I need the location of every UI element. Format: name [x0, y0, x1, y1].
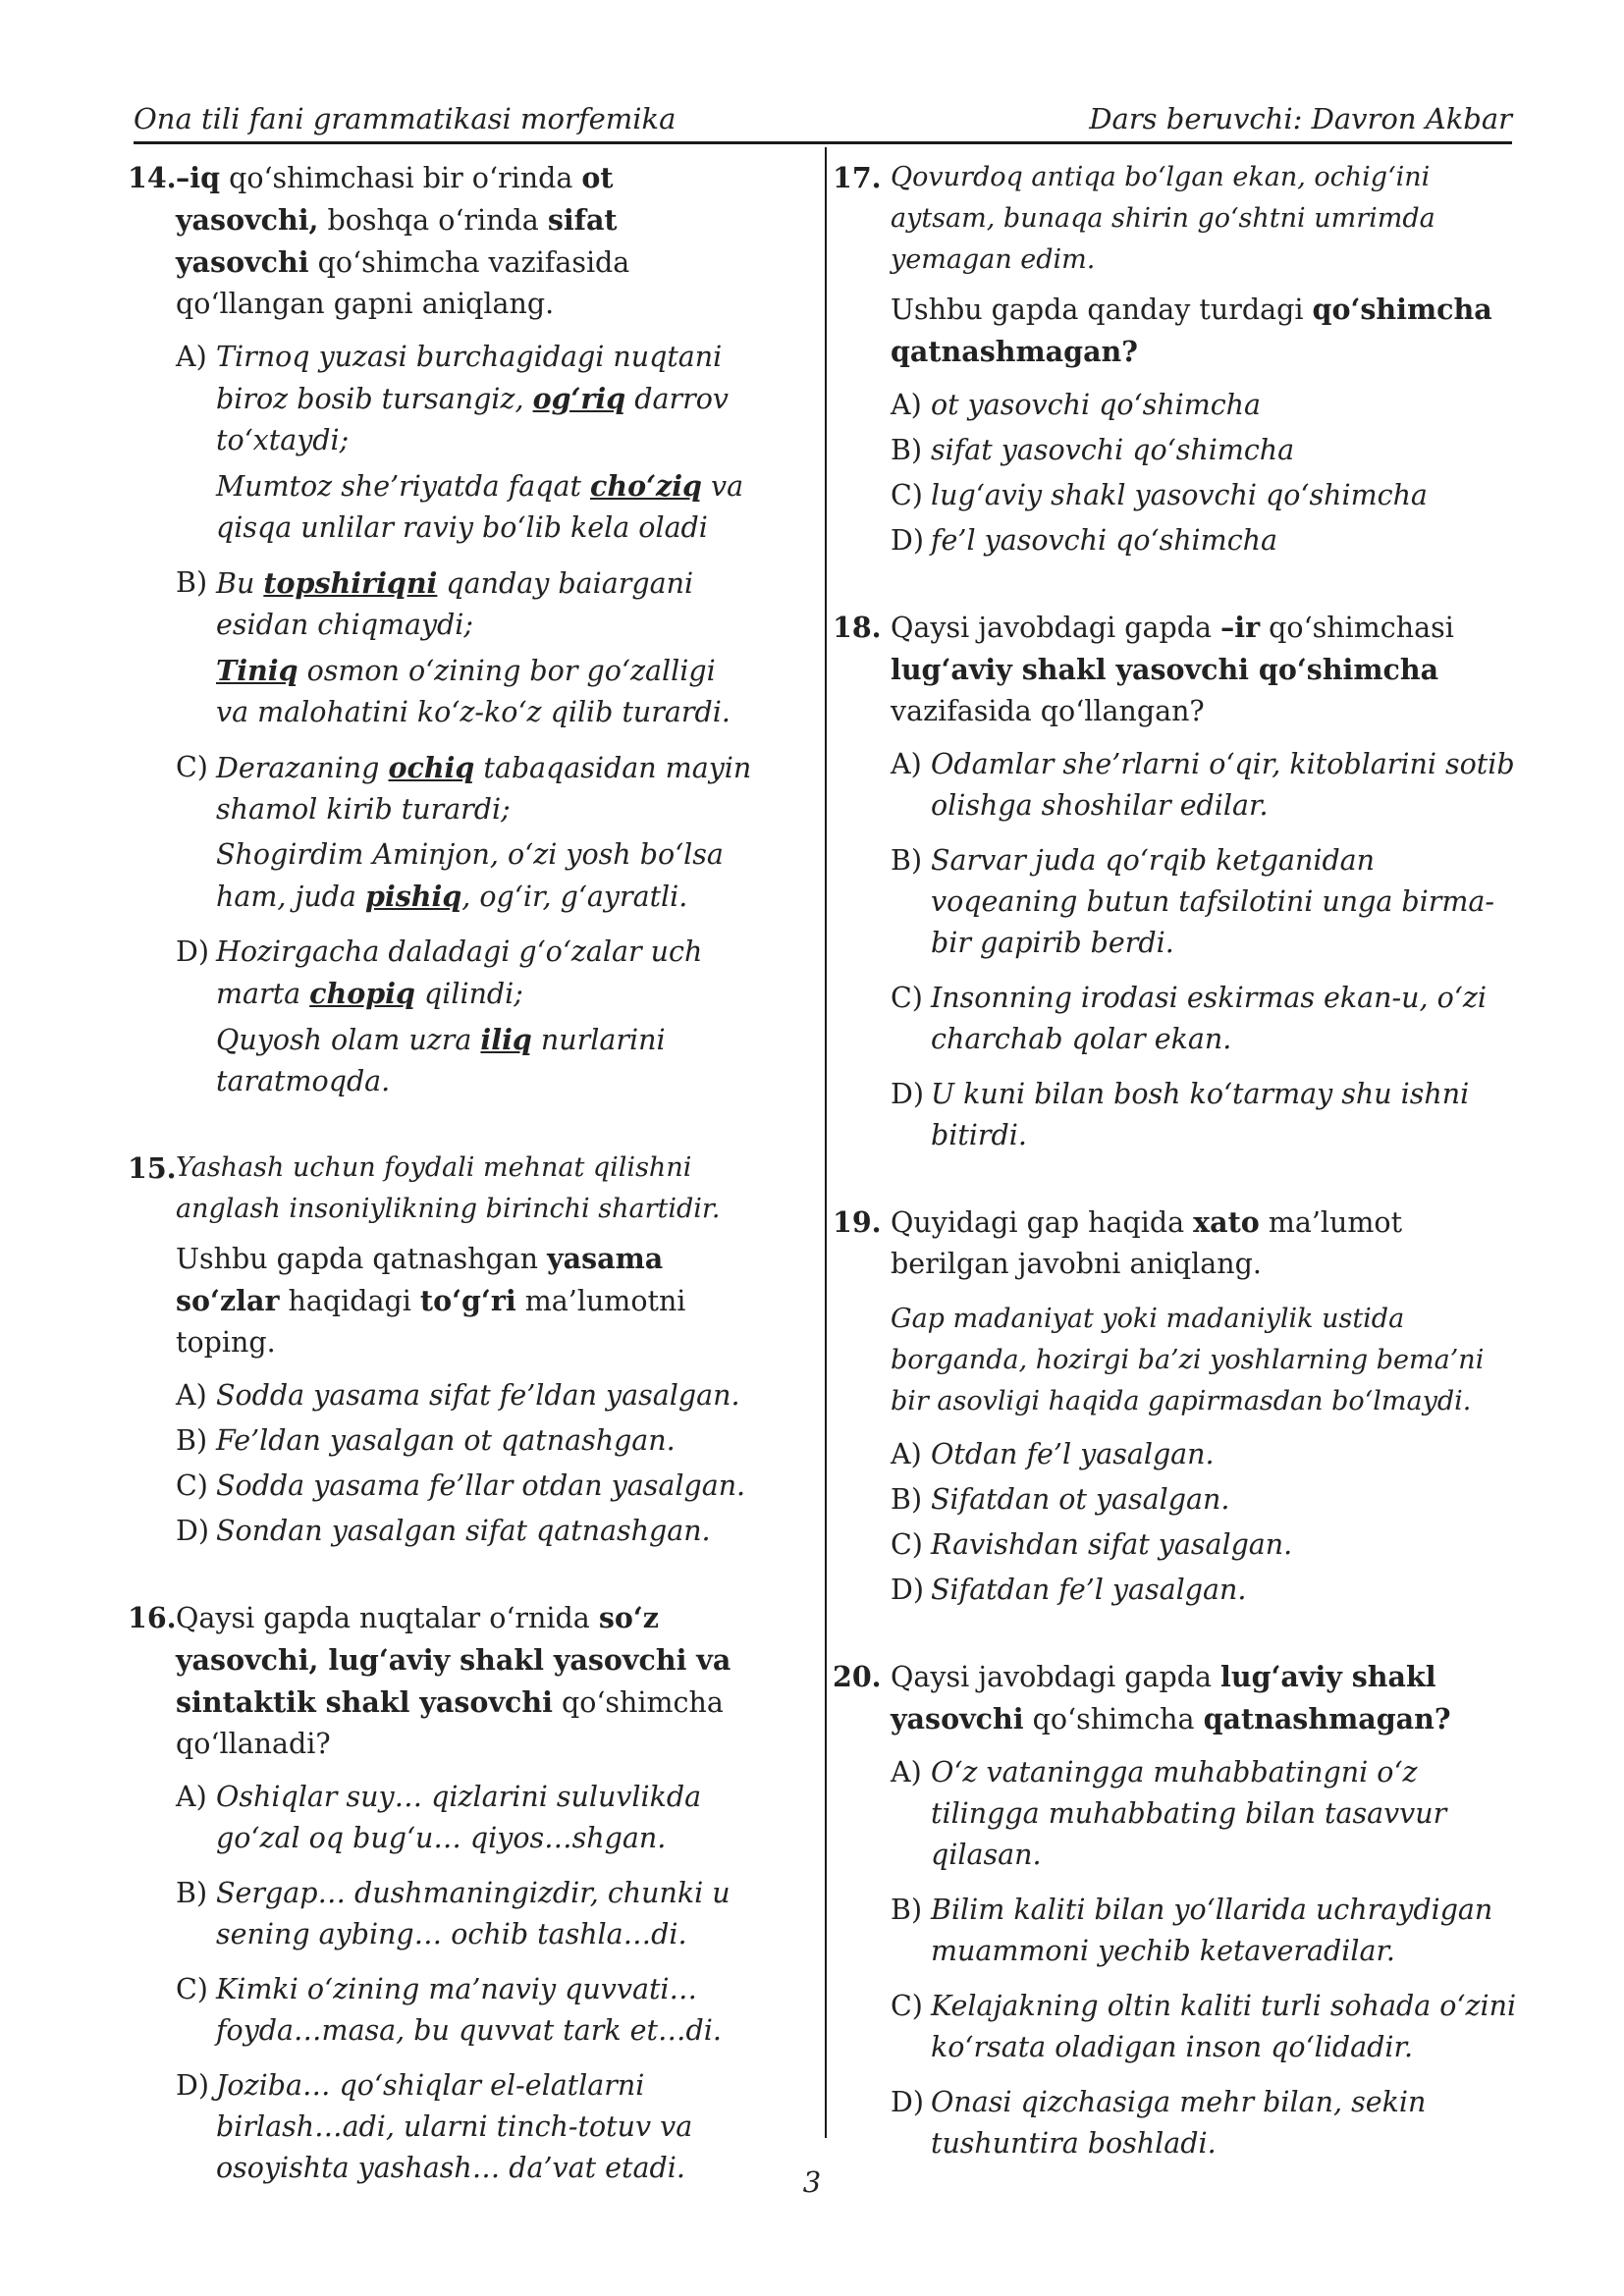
- question-16: [128, 1597, 756, 2189]
- question-15: [128, 1148, 756, 1552]
- option-b[interactable]: B) Sarvar juda qo‘rqib ketganidan voqeaning butun tafsilotini unga birma-bir gapirib berdi.: [891, 844, 1495, 959]
- question-stem: Ushbu gapda qanday turdagi qo‘shimcha qatnashmagan?: [891, 293, 1492, 368]
- question-20: [833, 1656, 1520, 2164]
- page-header: [134, 98, 1512, 144]
- question-number: 15.: [128, 1151, 177, 1185]
- option-a[interactable]: A) Oshiqlar suy… qizlarini suluvlikda go‘zal oq bug‘u… qiyos…shgan.: [176, 1781, 702, 1854]
- question-stem: Ushbu gapda qatnashgan yasama so‘zlar haqidagi to‘g‘ri ma’lumotni toping.: [176, 1242, 686, 1359]
- option-c[interactable]: C) Kelajakning oltin kaliti turli sohada o‘zini ko‘rsata oladigan inson qo‘lidadir.: [891, 1990, 1517, 2063]
- option-b[interactable]: B) Bilim kaliti bilan yo‘llarida uchraydigan muammoni yechib ketaveradilar.: [891, 1894, 1493, 1967]
- option-b[interactable]: B) Sifatdan ot yasalgan.: [891, 1483, 1230, 1516]
- question-stem: Qaysi javobdagi gapda lug‘aviy shakl yasovchi qo‘shimcha qatnashmagan?: [891, 1660, 1451, 1735]
- question-14: [128, 157, 756, 1102]
- option-c[interactable]: C) lug‘aviy shakl yasovchi qo‘shimcha: [891, 479, 1428, 511]
- option-d[interactable]: D) Sondan yasalgan sifat qatnashgan.: [176, 1515, 711, 1547]
- question-17: [833, 157, 1520, 561]
- quoted-sentence: Yashash uchun foydali mehnat qilishni anglash insoniylikning birinchi shartidir.: [176, 1152, 721, 1224]
- option-c[interactable]: C) Kimki o‘zining ma’naviy quvvati… foyda…masa, bu quvvat tark et…di.: [176, 1973, 722, 2047]
- question-number: 19.: [833, 1205, 882, 1239]
- option-b[interactable]: B) sifat yasovchi qo‘shimcha: [891, 434, 1295, 466]
- question-19: [833, 1201, 1520, 1611]
- option-a[interactable]: A) Tirnoq yuzasi burchagidagi nuqtani biroz bosib tursangiz, og‘riq darrov to‘xtaydi; Mumtoz she’riyatda faqat cho‘ziq va qisqa unlilar raviy bo‘lib kela oladi: [176, 341, 744, 544]
- left-column: [128, 157, 756, 2234]
- question-stem: –iq qo‘shimchasi bir o‘rinda ot yasovchi, boshqa o‘rinda sifat yasovchi qo‘shimcha vazifasida qo‘llangan gapni aniqlang.: [176, 161, 630, 320]
- question-number: 14.: [128, 161, 177, 194]
- page-number: 3: [802, 2165, 822, 2199]
- option-a[interactable]: A) O‘z vataningga muhabbatingni o‘z tilingga muhabbating bilan tasavvur qilasan.: [891, 1756, 1447, 1871]
- quoted-sentence: Gap madaniyat yoki madaniylik ustida borganda, hozirgi ba’zi yoshlarning bema’ni bir asovligi haqida gapirmasdan bo‘lmaydi.: [891, 1304, 1485, 1416]
- option-a[interactable]: A) Sodda yasama sifat fe’ldan yasalgan.: [176, 1379, 740, 1412]
- option-c[interactable]: C) Insonning irodasi eskirmas ekan-u, o‘zi charchab qolar ekan.: [891, 982, 1487, 1055]
- question-18: [833, 607, 1520, 1156]
- question-stem: Quyidagi gap haqida xato ma’lumot berilgan javobni aniqlang.: [891, 1205, 1403, 1280]
- option-b[interactable]: B) Fe’ldan yasalgan ot qatnashgan.: [176, 1424, 676, 1457]
- option-c[interactable]: C) Ravishdan sifat yasalgan.: [891, 1528, 1293, 1561]
- question-number: 16.: [128, 1601, 177, 1634]
- option-d[interactable]: D) fe’l yasovchi qo‘shimcha: [891, 524, 1278, 557]
- question-stem: Qaysi javobdagi gapda –ir qo‘shimchasi lug‘aviy shakl yasovchi qo‘shimcha vazifasida qo‘llangan?: [891, 611, 1454, 727]
- column-divider: [825, 147, 827, 2138]
- question-stem: Qaysi gapda nuqtalar o‘rnida so‘z yasovchi, lug‘aviy shakl yasovchi va sintaktik shakl yasovchi qo‘shimcha qo‘llanadi?: [176, 1601, 731, 1760]
- option-d[interactable]: D) Onasi qizchasiga mehr bilan, sekin tushuntira boshladi.: [891, 2086, 1427, 2160]
- question-number: 20.: [833, 1660, 882, 1693]
- question-number: 18.: [833, 611, 882, 644]
- option-a[interactable]: A) ot yasovchi qo‘shimcha: [891, 389, 1262, 421]
- quoted-sentence: Qovurdoq antiqa bo‘lgan ekan, ochig‘ini aytsam, bunaqa shirin go‘shtni umrimda yemagan edim.: [891, 162, 1435, 275]
- header-subject: Ona tili fani grammatikasi morfemika: [134, 102, 677, 135]
- option-a[interactable]: A) Otdan fe’l yasalgan.: [891, 1438, 1215, 1470]
- option-c[interactable]: C) Derazaning ochiq tabaqasidan mayin shamol kirib turardi; Shogirdim Aminjon, o‘zi yosh bo‘lsa ham, juda pishiq, og‘ir, g‘ayratli.: [176, 751, 752, 913]
- option-b[interactable]: B) Sergap… dushmaningizdir, chunki u sening aybing… ochib tashla…di.: [176, 1877, 731, 1950]
- right-column: [833, 157, 1520, 2210]
- option-c[interactable]: C) Sodda yasama fe’llar otdan yasalgan.: [176, 1469, 746, 1502]
- header-teacher: Dars beruvchi: Davron Akbar: [1089, 102, 1512, 135]
- option-d[interactable]: D) U kuni bilan bosh ko‘tarmay shu ishni bitirdi.: [891, 1078, 1470, 1151]
- option-d[interactable]: D) Joziba… qo‘shiqlar el-elatlarni birlash…adi, ularni tinch-totuv va osoyishta yashash… da’vat etadi.: [176, 2069, 693, 2184]
- question-number: 17.: [833, 161, 882, 194]
- option-d[interactable]: D) Hozirgacha daladagi g‘o‘zalar uch marta chopiq qilindi; Quyosh olam uzra iliq nurlarini taratmoqda.: [176, 935, 703, 1097]
- option-d[interactable]: D) Sifatdan fe’l yasalgan.: [891, 1574, 1247, 1606]
- option-b[interactable]: B) Bu topshiriqni qanday baiargani esidan chiqmaydi; Tiniq osmon o‘zining bor go‘zalligi va malohatini ko‘z-ko‘z qilib turardi.: [176, 566, 731, 728]
- option-a[interactable]: A) Odamlar she’rlarni o‘qir, kitoblarini sotib olishga shoshilar edilar.: [891, 748, 1515, 822]
